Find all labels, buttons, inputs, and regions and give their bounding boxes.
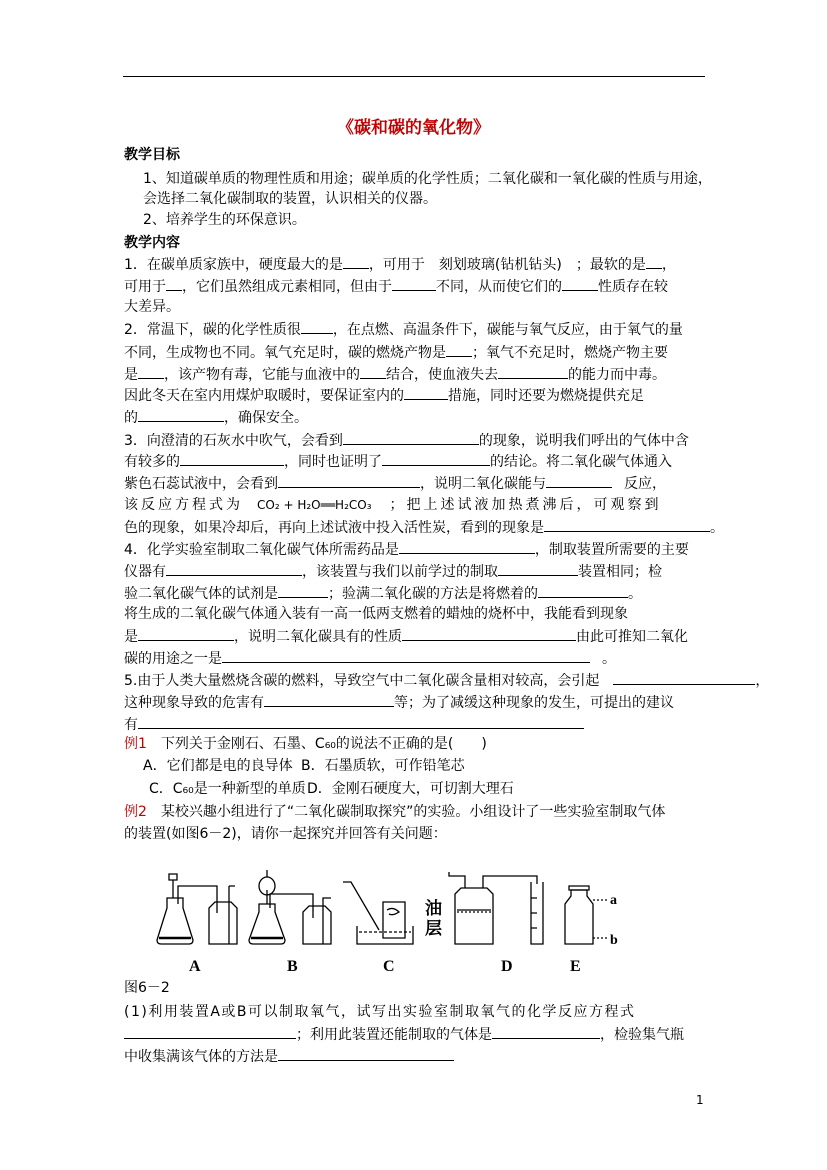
- example-1-label: 例1: [124, 736, 147, 752]
- page-title: 《碳和碳的氧化物》: [337, 118, 490, 138]
- example-2-part-1b: ；利用此装置还能制取的气体是 ，检验集气瓶: [124, 1024, 684, 1045]
- example-2-part-1a: (1)利用装置A或B可以制取氧气，试写出实验室制取氧气的化学反应方程式: [124, 1004, 636, 1020]
- apparatus-d-drawing: [449, 872, 543, 944]
- label-b: b: [610, 933, 618, 948]
- q4-line-1: 4．化学实验室制取二氧化碳气体所需药品是 ，制取装置所需要的主要: [124, 539, 689, 560]
- content-heading: 教学内容: [124, 235, 180, 251]
- apparatus-e-drawing: [565, 886, 607, 944]
- q2-line-5: 的 ，确保安全。: [124, 407, 308, 428]
- q3-line-5: 色的现象，如果冷却后，再向上述试液中投入活性炭，看到的现象是 。: [124, 517, 724, 538]
- goal-item-2: 2、培养学生的环保意识。: [143, 212, 306, 228]
- goals-heading: 教学目标: [124, 147, 180, 163]
- q4-line-3: 验二氧化碳气体的试剂是 ；验满二氧化碳的方法是将燃着的 。: [124, 583, 642, 604]
- fig-label-b: B: [287, 958, 298, 975]
- example-2-stem-2: 的装置(如图6－2)，请你一起探究并回答有关问题：: [124, 826, 447, 842]
- example-1-options-row-2: C．C₆₀是一种新型的单质D．金刚石硬度大，可切割大理石: [149, 781, 514, 797]
- label-a: a: [610, 893, 617, 908]
- q1-line-1: 1．在碳单质家族中，硬度最大的是 ，可用于 刻划玻璃(钻机钻头) ；最软的是 ，: [124, 254, 676, 275]
- q5-line-1: 5.由于人类大量燃烧含碳的燃料，导致空气中二氧化碳含量相对较高，会引起 ，: [124, 670, 769, 691]
- q2-line-4: 因此冬天在室内用煤炉取暖时，要保证室内的 措施，同时还要为燃烧提供充足: [124, 385, 644, 406]
- header-rule: [123, 76, 705, 77]
- figure-caption: 图6－2: [124, 980, 170, 996]
- q3-line-4: 该反应方程式为 CO₂ + H₂O══H₂CO₃ ；把上述试液加热煮沸后，可观察到: [124, 497, 662, 513]
- fig-label-d: D: [501, 958, 513, 975]
- q5-line-3: 有: [124, 714, 584, 735]
- q5-line-2: 这种现象导致的危害有 等；为了减缓这种现象的发生，可提出的建议: [124, 692, 674, 713]
- q2-line-2: 不同，生成物也不同。氧气充足时，碳的燃烧产物是 ；氧气不充足时，燃烧产物主要: [124, 342, 668, 363]
- q1-line-2: 可用于 ，它们虽然组成元素相同，但由于 不同，从而使它们的 性质存在较: [124, 276, 668, 297]
- q4-line-4: 将生成的二氧化碳气体通入装有一高一低两支燃着的蜡烛的烧杯中，我能看到现象: [124, 606, 628, 622]
- example-1-options-row-1: A．它们都是电的良导体 B．石墨质软，可作铅笔芯: [143, 758, 465, 774]
- example-2-stem-1: 例2 某校兴趣小组进行了“二氧化碳制取探究”的实验。小组设计了一些实验室制取气体: [124, 804, 666, 820]
- oil-label-2: 层: [425, 919, 442, 938]
- fig-label-a: A: [189, 958, 201, 975]
- q2-line-1: 2．常温下，碳的化学性质很 ，在点燃、高温条件下，碳能与氧气反应，由于氧气的量: [124, 319, 683, 340]
- example-1-stem: 例1 下列关于金刚石、石墨、C₆₀的说法不正确的是( ): [124, 736, 487, 752]
- goal-item-1b: 会选择二氧化碳制取的装置，认识相关的仪器。: [143, 191, 437, 207]
- fig-label-e: E: [570, 958, 581, 975]
- apparatus-figure: [145, 868, 635, 978]
- q2-line-3: 是 ，该产物有毒，它能与血液中的 结合，使血液失去 的能力而中毒。: [124, 364, 666, 385]
- page-number: 1: [696, 1093, 704, 1107]
- apparatus-b-drawing: [249, 870, 331, 944]
- goal-item-1a: 1、知道碳单质的物理性质和用途；碳单质的化学性质；二氧化碳和一氧化碳的性质与用途，: [143, 171, 712, 187]
- oil-label-1: 油: [425, 899, 442, 918]
- q1-line-3: 大差异。: [124, 299, 180, 315]
- q4-line-6: 碳的用途之一是 。: [124, 648, 616, 669]
- apparatus-a-drawing: [157, 874, 237, 944]
- example-2-part-1c: 中收集满该气体的方法是: [124, 1046, 454, 1067]
- q3-line-3: 紫色石蕊试液中，会看到 ，说明二氧化碳能与 反应，: [124, 473, 666, 494]
- apparatus-c-drawing: [343, 882, 413, 944]
- q4-line-2: 仪器有 ，该装置与我们以前学过的制取 装置相同；检: [124, 561, 662, 582]
- q4-line-5: 是 ，说明二氧化碳具有的性质 由此可推知二氧化: [124, 626, 688, 647]
- fig-label-c: C: [383, 958, 395, 975]
- q3-line-1: 3．向澄清的石灰水中吹气，会看到 的现象，说明我们呼出的气体中含: [124, 430, 689, 451]
- q3-line-2: 有较多的 ，同时也证明了 的结论。将二氧化碳气体通入: [124, 451, 672, 472]
- example-2-label: 例2: [124, 804, 147, 820]
